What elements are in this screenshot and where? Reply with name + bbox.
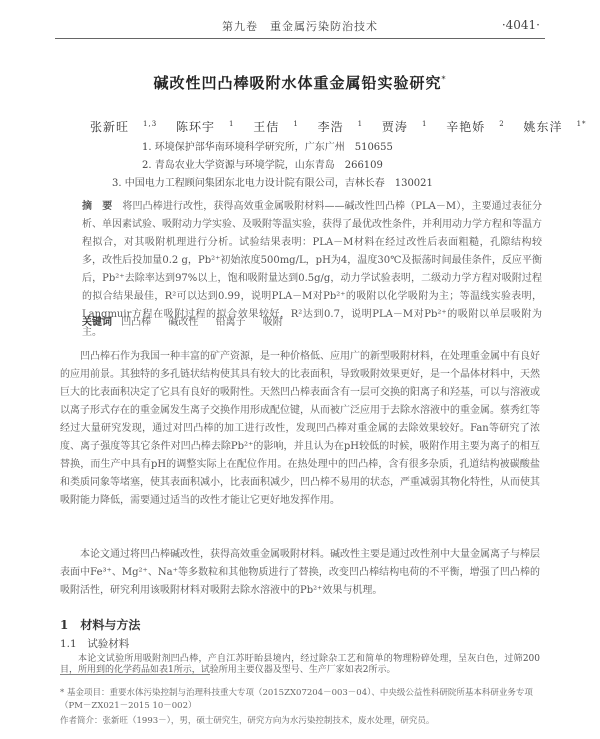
author: 李浩 $^1$	[317, 120, 364, 134]
running-header	[0, 18, 600, 40]
keyword: 吸附	[262, 317, 283, 328]
intro-paragraph: 本论文通过将凹凸棒碱改性，获得高效重金属吸附材料。碱改性主要是通过改性剂中大量金属离子与棒层表面中Fe³⁺、Mg²⁺、Na⁺等多数粒和其他物质进行了替换，改变凹凸棒结构电荷的不平衡，增强了凹凸棒的吸附活性，研究利用该吸附材料对吸附去除水溶液中的Pb²⁺效果与机理。	[60, 549, 540, 596]
section-heading: 1 材料与方法	[60, 618, 141, 632]
page-number: ·4041·	[501, 18, 540, 32]
affiliation: 3. 中国电力工程顾问集团东北电力设计院有限公司，吉林长春 130021	[112, 178, 433, 189]
section-paragraph: 本论文试验所用吸附剂凹凸棒，产自江苏盱眙县境内，经过除杂工艺和简单的物理粉碎处理，呈灰白色，过筛200目，所用到的化学药品如表1所示，试验所用主要仪器及型号、生产厂家如表2所示。	[60, 654, 540, 675]
author: 辛艳娇 $^2$	[446, 120, 505, 134]
footnote-rule	[60, 674, 210, 675]
keywords-label: 关键词	[82, 317, 112, 328]
affiliation: 2. 青岛农业大学资源与环境学院，山东青岛 266109	[142, 160, 383, 171]
subsection-heading: 1.1 试验材料	[60, 638, 130, 650]
footnote-author-bio: 作者简介：张新旺（1993－），男，硕士研究生，研究方向为水污染控制技术，废水处理，研究员。	[60, 716, 435, 726]
author: 贾涛 $^1$	[381, 120, 428, 134]
keyword: 铅离子	[215, 317, 246, 328]
abstract-text: 将凹凸棒进行改性，获得高效重金属吸附材料——碱改性凹凸棒（PLA－M），主要通过表征分析、单因素试验、吸附动力学实验、及吸附等温实验，获得了最优改性条件，并利用动力学方程和等温方程拟合，对其吸附机理进行分析。试验结果表明：PLA－M材料在经过改性后表面粗糙，孔隙结构较多，改性后投加量0.2 g，Pb²⁺初始浓度500mg/L，pH为4，温度30℃及振荡时间最佳条件，反应平衡后，Pb²⁺去除率达到97%以上，饱和吸附量达到0.5g/g，动力学试验表明，二级动力学方程对吸附过程的拟合结果最佳，R²可以达到0.99，说明PLA－M对Pb²⁺的吸附以化学吸附为主；等温线实验表明，Langmuir方程在吸附过程的拟合效果较好，R²达到0.7，说明PLA－M对Pb²⁺的吸附以单层吸附为主。	[82, 201, 543, 338]
intro-paragraph: 凹凸棒石作为我国一种丰富的矿产资源，是一种价格低、应用广的新型吸附材料，在处理重金属中有良好的应用前景。其独特的多孔链状结构使其具有较大的比表面积，导致吸附效果更好，是一个晶体材料中，天然巨大的比表面积决定了它具有良好的吸附性。天然凹凸棒表面含有一层可交换的阳离子和羟基，可以与溶液或以离子形式存在的重金属发生离子交换作用形成配位键，从而被广泛应用于去除水溶液中的重金属。蔡秀红等经过大量研究发现，通过对凹凸棒的加工进行改性，发现凹凸棒对重金属的去除效果较好。Fan等研究了浓度、离子强度等其它条件对凹凸棒去除Pb²⁺的影响，并且认为在pH较低的时候，吸附作用主要为离子的相互替换，而生产中具有pH的调整实际上在配位作用。在热处理中的凹凸棒，含有很多杂质，孔道结构被碳酸盐和类质同象等堵塞，使其表面积减小，比表面积减少，凹凸棒不易用的状态，严重减弱其物化特性，从而使其吸附能力降低，需要通过适当的改性才能让它更好地发挥作用。	[60, 351, 540, 506]
header-rule	[55, 38, 545, 39]
footnote-funding: * 基金项目：重要水体污染控制与治理科技重大专项（2015ZX07204－003－04）、中央级公益性科研院所基本科研业务专项（PM－ZX021－2015 10－002）	[60, 688, 533, 711]
keyword: 碱改性	[168, 317, 199, 328]
title-footnote-mark: *	[441, 75, 447, 84]
author: 陈环宇 $^1$	[175, 120, 235, 134]
keyword: 凹凸棒	[121, 317, 152, 328]
author-list	[90, 118, 587, 135]
keywords	[82, 313, 542, 328]
journal-name: 第九卷 重金属污染防治技术	[222, 20, 378, 33]
author: 姚东洋 $^{1*}$	[523, 120, 587, 134]
abstract-label: 摘 要	[82, 201, 113, 212]
author: 张新旺 $^{1,3}$	[90, 120, 158, 134]
affiliation: 1. 环境保护部华南环境科学研究所，广东广州 510655	[142, 142, 393, 153]
author: 王佶 $^1$	[253, 120, 299, 134]
paper-title	[0, 72, 600, 93]
paper-title-text: 碱改性凹凸棒吸附水体重金属铅实验研究	[153, 74, 442, 92]
